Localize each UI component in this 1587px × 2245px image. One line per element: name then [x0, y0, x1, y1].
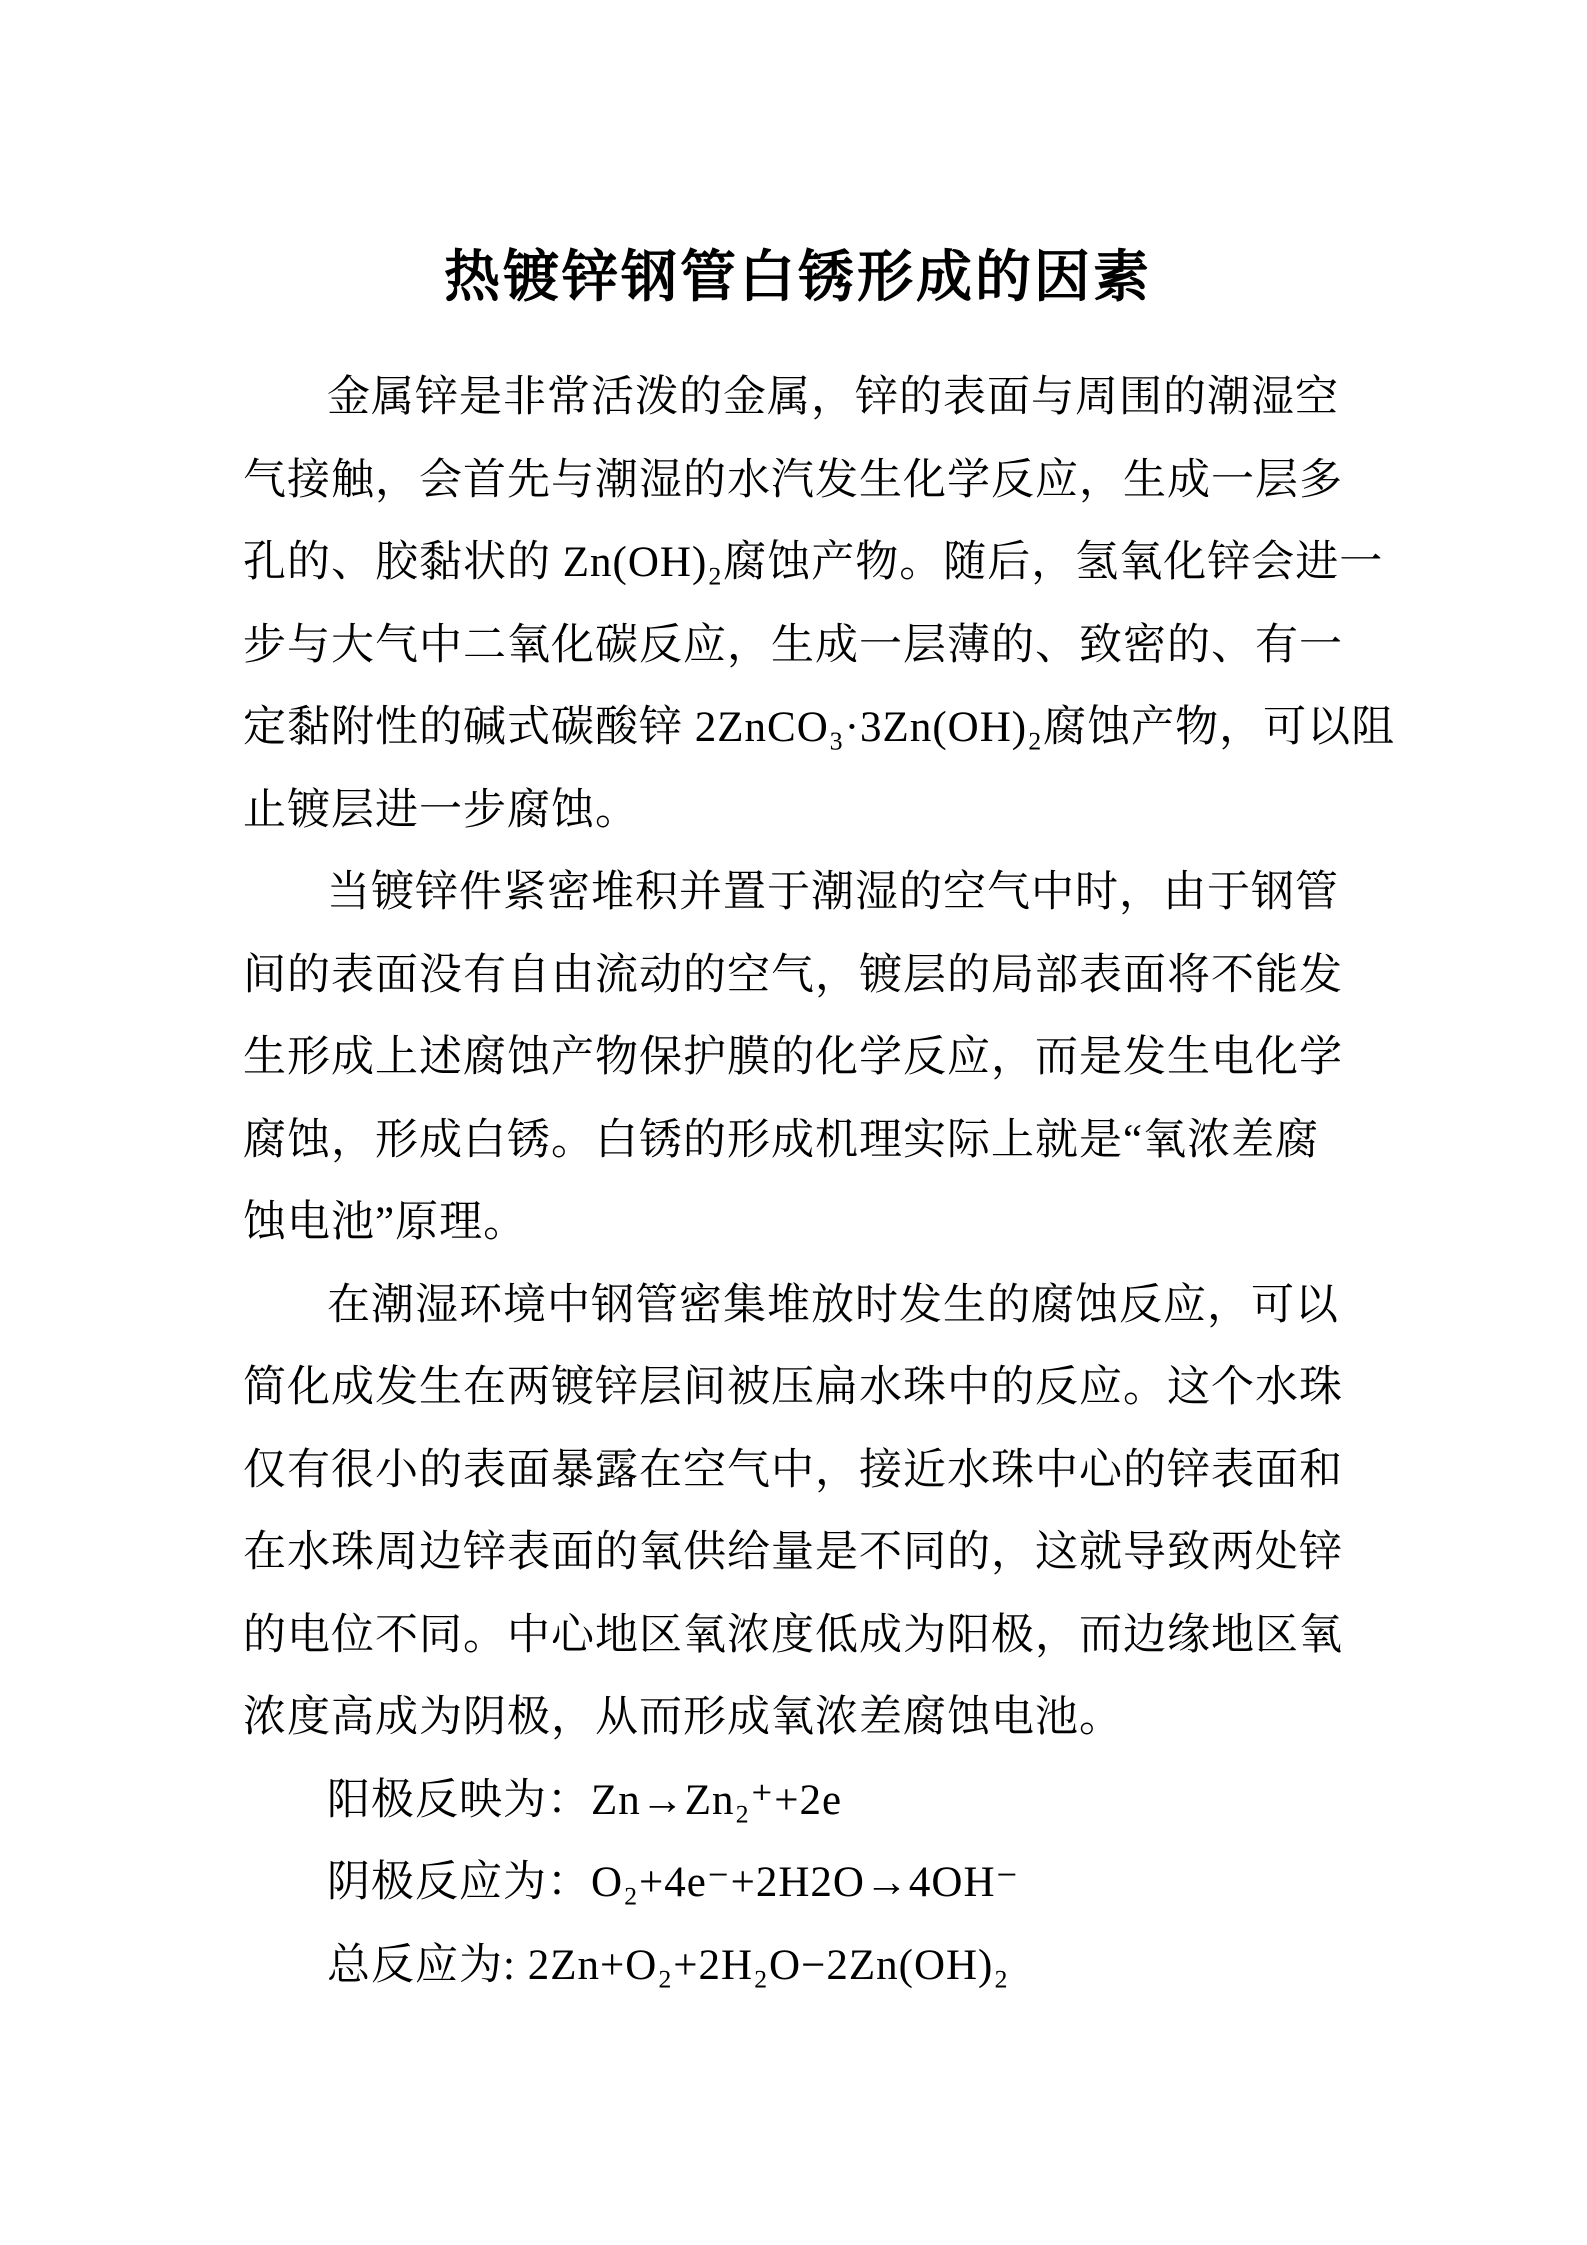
text-line: 止镀层进一步腐蚀。 [243, 786, 639, 834]
text-line: 定黏附性的碱式碳酸锌 2ZnCO₃·3Zn(OH)₂腐蚀产物，可以阻 [243, 704, 1396, 751]
text-line: 腐蚀，形成白锈。白锈的形成机理实际上就是“氧浓差腐 [243, 1116, 1320, 1164]
text-line: 气接触，会首先与潮湿的水汽发生化学反应，生成一层多 [243, 456, 1343, 504]
text-line: 仅有很小的表面暴露在空气中，接近水珠中心的锌表面和 [243, 1446, 1343, 1494]
page-title: 热镀锌钢管白锈形成的因素 [444, 247, 1152, 309]
text-line: 金属锌是非常活泼的金属，锌的表面与周围的潮湿空 [327, 374, 1339, 421]
equation-line: 阳极反映为：Zn→Zn₂⁺+2e [327, 1776, 843, 1824]
paragraph-2 [243, 852, 1353, 1265]
text-line: 在潮湿环境中钢管密集堆放时发生的腐蚀反应，可以 [327, 1281, 1339, 1329]
text-line: 孔的、胶黏状的 Zn(OH)₂腐蚀产物。随后，氢氧化锌会进一 [243, 539, 1384, 586]
text-line: 当镀锌件紧密堆积并置于潮湿的空气中时，由于钢管 [327, 869, 1339, 916]
equation-line: 总反应为: 2Zn+O₂+2H₂O−2Zn(OH)₂ [327, 1941, 1010, 1989]
document-content [243, 0, 1396, 2007]
equation-total [243, 1925, 1353, 2008]
paragraph-3 [243, 1265, 1353, 1760]
equation-line: 阴极反应为：O₂+4e⁻+2H2O→4OH⁻ [327, 1859, 1020, 1906]
text-line: 浓度高成为阴极，从而形成氧浓差腐蚀电池。 [243, 1694, 1123, 1741]
equation-anode [243, 1760, 1353, 1843]
document-body [243, 357, 1396, 2007]
text-line: 的电位不同。中心地区氧浓度低成为阳极，而边缘地区氧 [243, 1611, 1343, 1659]
text-line: 在水珠周边锌表面的氧供给量是不同的，这就导致两处锌 [243, 1529, 1343, 1576]
text-line: 间的表面没有自由流动的空气，镀层的局部表面将不能发 [243, 951, 1343, 999]
text-line: 生形成上述腐蚀产物保护膜的化学反应，而是发生电化学 [243, 1034, 1343, 1081]
text-line: 步与大气中二氧化碳反应，生成一层薄的、致密的、有一 [243, 621, 1343, 669]
equation-cathode [243, 1842, 1353, 1925]
text-line: 蚀电池”原理。 [243, 1199, 528, 1246]
paragraph-1 [243, 357, 1396, 852]
text-line: 简化成发生在两镀锌层间被压扁水珠中的反应。这个水珠 [243, 1364, 1343, 1411]
